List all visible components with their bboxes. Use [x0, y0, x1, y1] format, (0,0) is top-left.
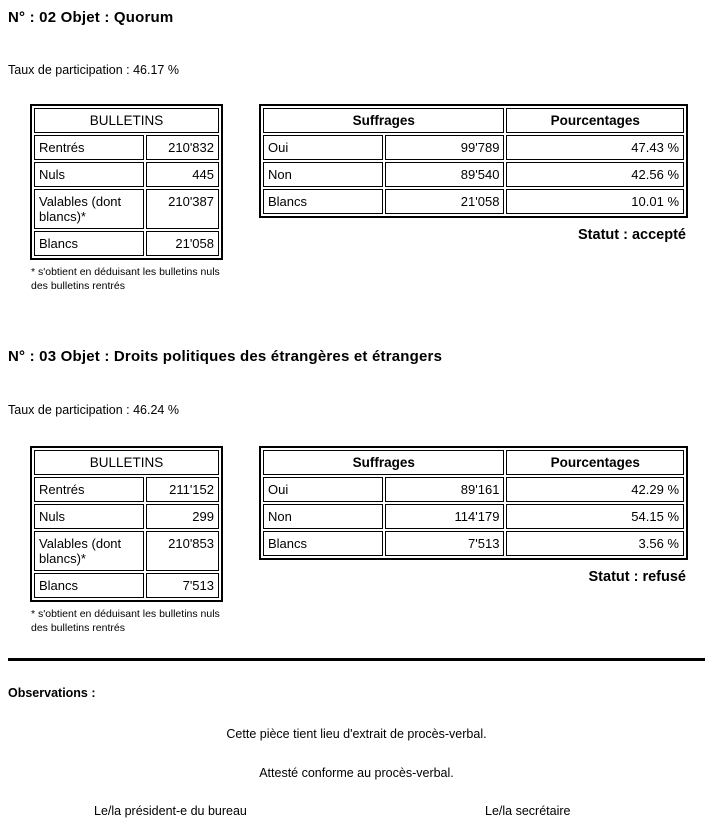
participation-rate: Taux de participation : 46.17 %	[8, 63, 179, 77]
table-row	[34, 231, 219, 256]
row-percentage: 3.56 %	[506, 531, 684, 556]
row-label: Non	[263, 162, 383, 187]
row-value: 445	[146, 162, 219, 187]
row-value: 89'161	[385, 477, 505, 502]
row-value: 299	[146, 504, 219, 529]
row-value: 211'152	[146, 477, 219, 502]
pourcentages-header: Pourcentages	[506, 108, 684, 133]
table-row	[263, 477, 684, 502]
observations-label: Observations :	[8, 686, 96, 700]
row-percentage: 10.01 %	[506, 189, 684, 214]
row-label: Nuls	[34, 504, 144, 529]
row-label: Valables (dont blancs)*	[34, 531, 144, 571]
row-label: Blancs	[263, 189, 383, 214]
row-label: Oui	[263, 135, 383, 160]
bulletins-header: BULLETINS	[34, 108, 219, 133]
row-value: 21'058	[146, 231, 219, 256]
row-value: 210'387	[146, 189, 219, 229]
row-label: Blancs	[263, 531, 383, 556]
object-heading: N° : 03 Objet : Droits politiques des étrangères et étrangers	[8, 348, 443, 365]
statut-label: Statut : accepté	[578, 227, 686, 243]
row-value: 7'513	[385, 531, 505, 556]
row-value: 210'832	[146, 135, 219, 160]
row-label: Blancs	[34, 573, 144, 598]
table-header-row	[34, 450, 219, 475]
table-row	[34, 504, 219, 529]
table-row	[263, 135, 684, 160]
signature-secretaire: Le/la secrétaire	[485, 804, 571, 818]
suffrages-block	[259, 446, 688, 585]
row-label: Blancs	[34, 231, 144, 256]
bulletins-footnote: * s'obtient en déduisant les bulletins nuls des bulletins rentrés	[31, 608, 220, 634]
suffrages-header: Suffrages	[263, 450, 504, 475]
row-value: 210'853	[146, 531, 219, 571]
row-value: 21'058	[385, 189, 505, 214]
table-row	[263, 531, 684, 556]
note-atteste: Attesté conforme au procès-verbal.	[259, 766, 454, 780]
suffrages-table	[259, 446, 688, 560]
table-header-row	[263, 450, 684, 475]
row-percentage: 42.29 %	[506, 477, 684, 502]
bulletins-block	[30, 104, 230, 293]
row-label: Rentrés	[34, 477, 144, 502]
row-value: 114'179	[385, 504, 505, 529]
table-row	[263, 504, 684, 529]
suffrages-header: Suffrages	[263, 108, 504, 133]
table-row	[263, 162, 684, 187]
signature-president: Le/la président-e du bureau	[94, 804, 247, 818]
bulletins-block	[30, 446, 230, 635]
participation-rate: Taux de participation : 46.24 %	[8, 403, 179, 417]
note-extrait: Cette pièce tient lieu d'extrait de procès-verbal.	[226, 727, 487, 741]
table-header-row	[34, 108, 219, 133]
table-row	[34, 477, 219, 502]
suffrages-block	[259, 104, 688, 243]
table-row	[34, 573, 219, 598]
row-percentage: 47.43 %	[506, 135, 684, 160]
row-label: Valables (dont blancs)*	[34, 189, 144, 229]
row-label: Oui	[263, 477, 383, 502]
row-percentage: 54.15 %	[506, 504, 684, 529]
row-label: Nuls	[34, 162, 144, 187]
row-value: 7'513	[146, 573, 219, 598]
table-row	[263, 189, 684, 214]
table-row	[34, 135, 219, 160]
bulletins-footnote: * s'obtient en déduisant les bulletins nuls des bulletins rentrés	[31, 266, 220, 292]
pourcentages-header: Pourcentages	[506, 450, 684, 475]
bulletins-header: BULLETINS	[34, 450, 219, 475]
table-row	[34, 189, 219, 229]
row-label: Rentrés	[34, 135, 144, 160]
suffrages-table	[259, 104, 688, 218]
object-heading: N° : 02 Objet : Quorum	[8, 9, 174, 26]
table-row	[34, 531, 219, 571]
row-percentage: 42.56 %	[506, 162, 684, 187]
table-header-row	[263, 108, 684, 133]
separator-line	[8, 658, 705, 661]
statut-label: Statut : refusé	[588, 569, 686, 585]
bulletins-table	[30, 104, 223, 260]
row-value: 99'789	[385, 135, 505, 160]
row-value: 89'540	[385, 162, 505, 187]
row-label: Non	[263, 504, 383, 529]
table-row	[34, 162, 219, 187]
bulletins-table	[30, 446, 223, 602]
